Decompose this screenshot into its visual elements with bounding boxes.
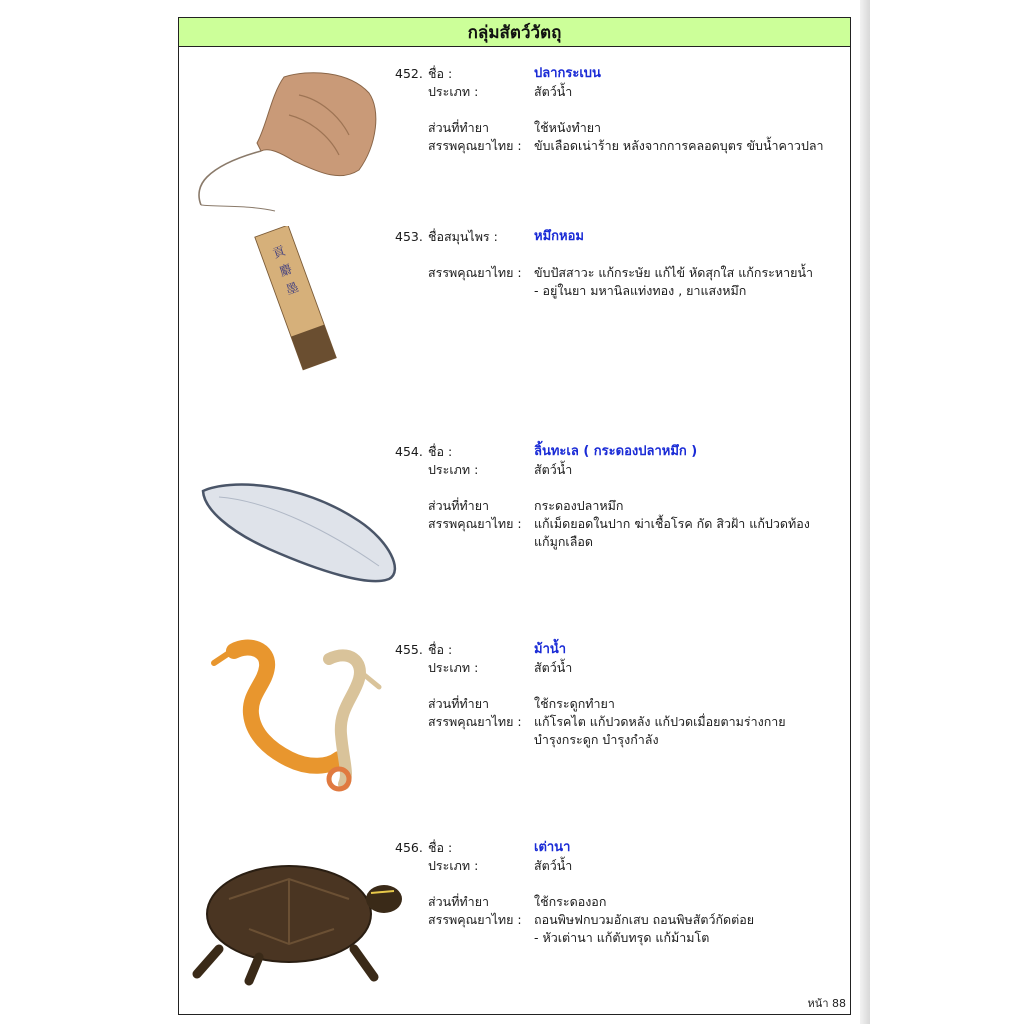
props-line: ถอนพิษฟกบวมอักเสบ ถอนพิษสัตว์กัดต่อย bbox=[534, 912, 755, 927]
entry-name: เต่านา bbox=[534, 840, 571, 855]
part-value: ใช้กระดูกทำยา bbox=[534, 696, 615, 711]
props-line: แก้เม็ดยอดในปาก ฆ่าเชื้อโรค กัด สิวฝ้า แก้ปวดท้อง bbox=[534, 516, 810, 531]
props-line: - อยู่ในยา มหานิลแท่งทอง , ยาแสงหมึก bbox=[534, 283, 747, 298]
props-label: สรรพคุณยาไทย : bbox=[428, 912, 522, 927]
section-title: กลุ่มสัตว์วัตถุ bbox=[467, 22, 562, 43]
props-line: แก้มูกเลือด bbox=[534, 534, 593, 549]
props-label: สรรพคุณยาไทย : bbox=[428, 138, 522, 153]
part-value: กระดองปลาหมึก bbox=[534, 498, 624, 513]
entry-name: หมึกหอม bbox=[534, 229, 584, 244]
entry-name: ม้าน้ำ bbox=[534, 642, 567, 657]
props-line: ขับเลือดเน่าร้าย หลังจากการคลอดบุตร ขับน้ำคาวปลา bbox=[534, 138, 824, 153]
type-value: สัตว์น้ำ bbox=[534, 84, 573, 99]
svg-text:貢: 貢 bbox=[270, 243, 288, 261]
props-label: สรรพคุณยาไทย : bbox=[428, 516, 522, 531]
entry-name: ปลากระเบน bbox=[534, 66, 601, 81]
props-label: สรรพคุณยาไทย : bbox=[428, 265, 522, 280]
entry-number: 452. bbox=[395, 66, 423, 81]
name-label: ชื่อ : bbox=[428, 840, 453, 855]
entry-number: 456. bbox=[395, 840, 423, 855]
props-label: สรรพคุณยาไทย : bbox=[428, 714, 522, 729]
part-label: ส่วนที่ทำยา bbox=[428, 498, 490, 513]
type-label: ประเภท : bbox=[428, 462, 479, 477]
entry-name: ลิ้นทะเล ( กระดองปลาหมึก ) bbox=[534, 444, 698, 459]
type-value: สัตว์น้ำ bbox=[534, 462, 573, 477]
type-value: สัตว์น้ำ bbox=[534, 660, 573, 675]
part-label: ส่วนที่ทำยา bbox=[428, 894, 490, 909]
entry-453 bbox=[179, 226, 850, 411]
stingray-image bbox=[189, 65, 404, 215]
entry-number: 454. bbox=[395, 444, 423, 459]
entry-452 bbox=[179, 63, 850, 248]
part-label: ส่วนที่ทำยา bbox=[428, 120, 490, 135]
props-line: ขับปัสสาวะ แก้กระษัย แก้ไข้ หัดสุกใส แก้กระหายน้ำ bbox=[534, 265, 814, 280]
type-label: ประเภท : bbox=[428, 84, 479, 99]
name-label: ชื่อสมุนไพร : bbox=[428, 229, 498, 244]
type-value: สัตว์น้ำ bbox=[534, 858, 573, 873]
name-label: ชื่อ : bbox=[428, 66, 453, 81]
seahorse-image bbox=[189, 639, 404, 799]
name-label: ชื่อ : bbox=[428, 642, 453, 657]
type-label: ประเภท : bbox=[428, 858, 479, 873]
page-number: หน้า 88 bbox=[807, 997, 846, 1010]
entry-number: 453. bbox=[395, 229, 423, 244]
ink-stick-image bbox=[189, 226, 404, 376]
props-line: แก้โรคไต แก้ปวดหลัง แก้ปวดเมื่อยตามร่างกาย bbox=[534, 714, 786, 729]
props-line: บำรุงกระดูก บำรุงกำลัง bbox=[534, 732, 659, 747]
name-label: ชื่อ : bbox=[428, 444, 453, 459]
part-label: ส่วนที่ทำยา bbox=[428, 696, 490, 711]
svg-text:麝: 麝 bbox=[277, 261, 294, 280]
entry-455 bbox=[179, 639, 850, 824]
part-value: ใช้กระดองอก bbox=[534, 894, 607, 909]
part-value: ใช้หนังทำยา bbox=[534, 120, 602, 135]
svg-text:墨: 墨 bbox=[284, 280, 301, 298]
document-page bbox=[178, 17, 851, 1015]
type-label: ประเภท : bbox=[428, 660, 479, 675]
entry-456 bbox=[179, 837, 850, 1022]
turtle-image bbox=[189, 849, 404, 989]
entry-454 bbox=[179, 441, 850, 626]
cuttlebone-image bbox=[189, 451, 404, 601]
entry-number: 455. bbox=[395, 642, 423, 657]
page-edge-shadow bbox=[860, 0, 870, 1024]
props-line: - หัวเต่านา แก้ตับทรุด แก้ม้ามโต bbox=[534, 930, 710, 945]
section-header bbox=[179, 18, 850, 47]
